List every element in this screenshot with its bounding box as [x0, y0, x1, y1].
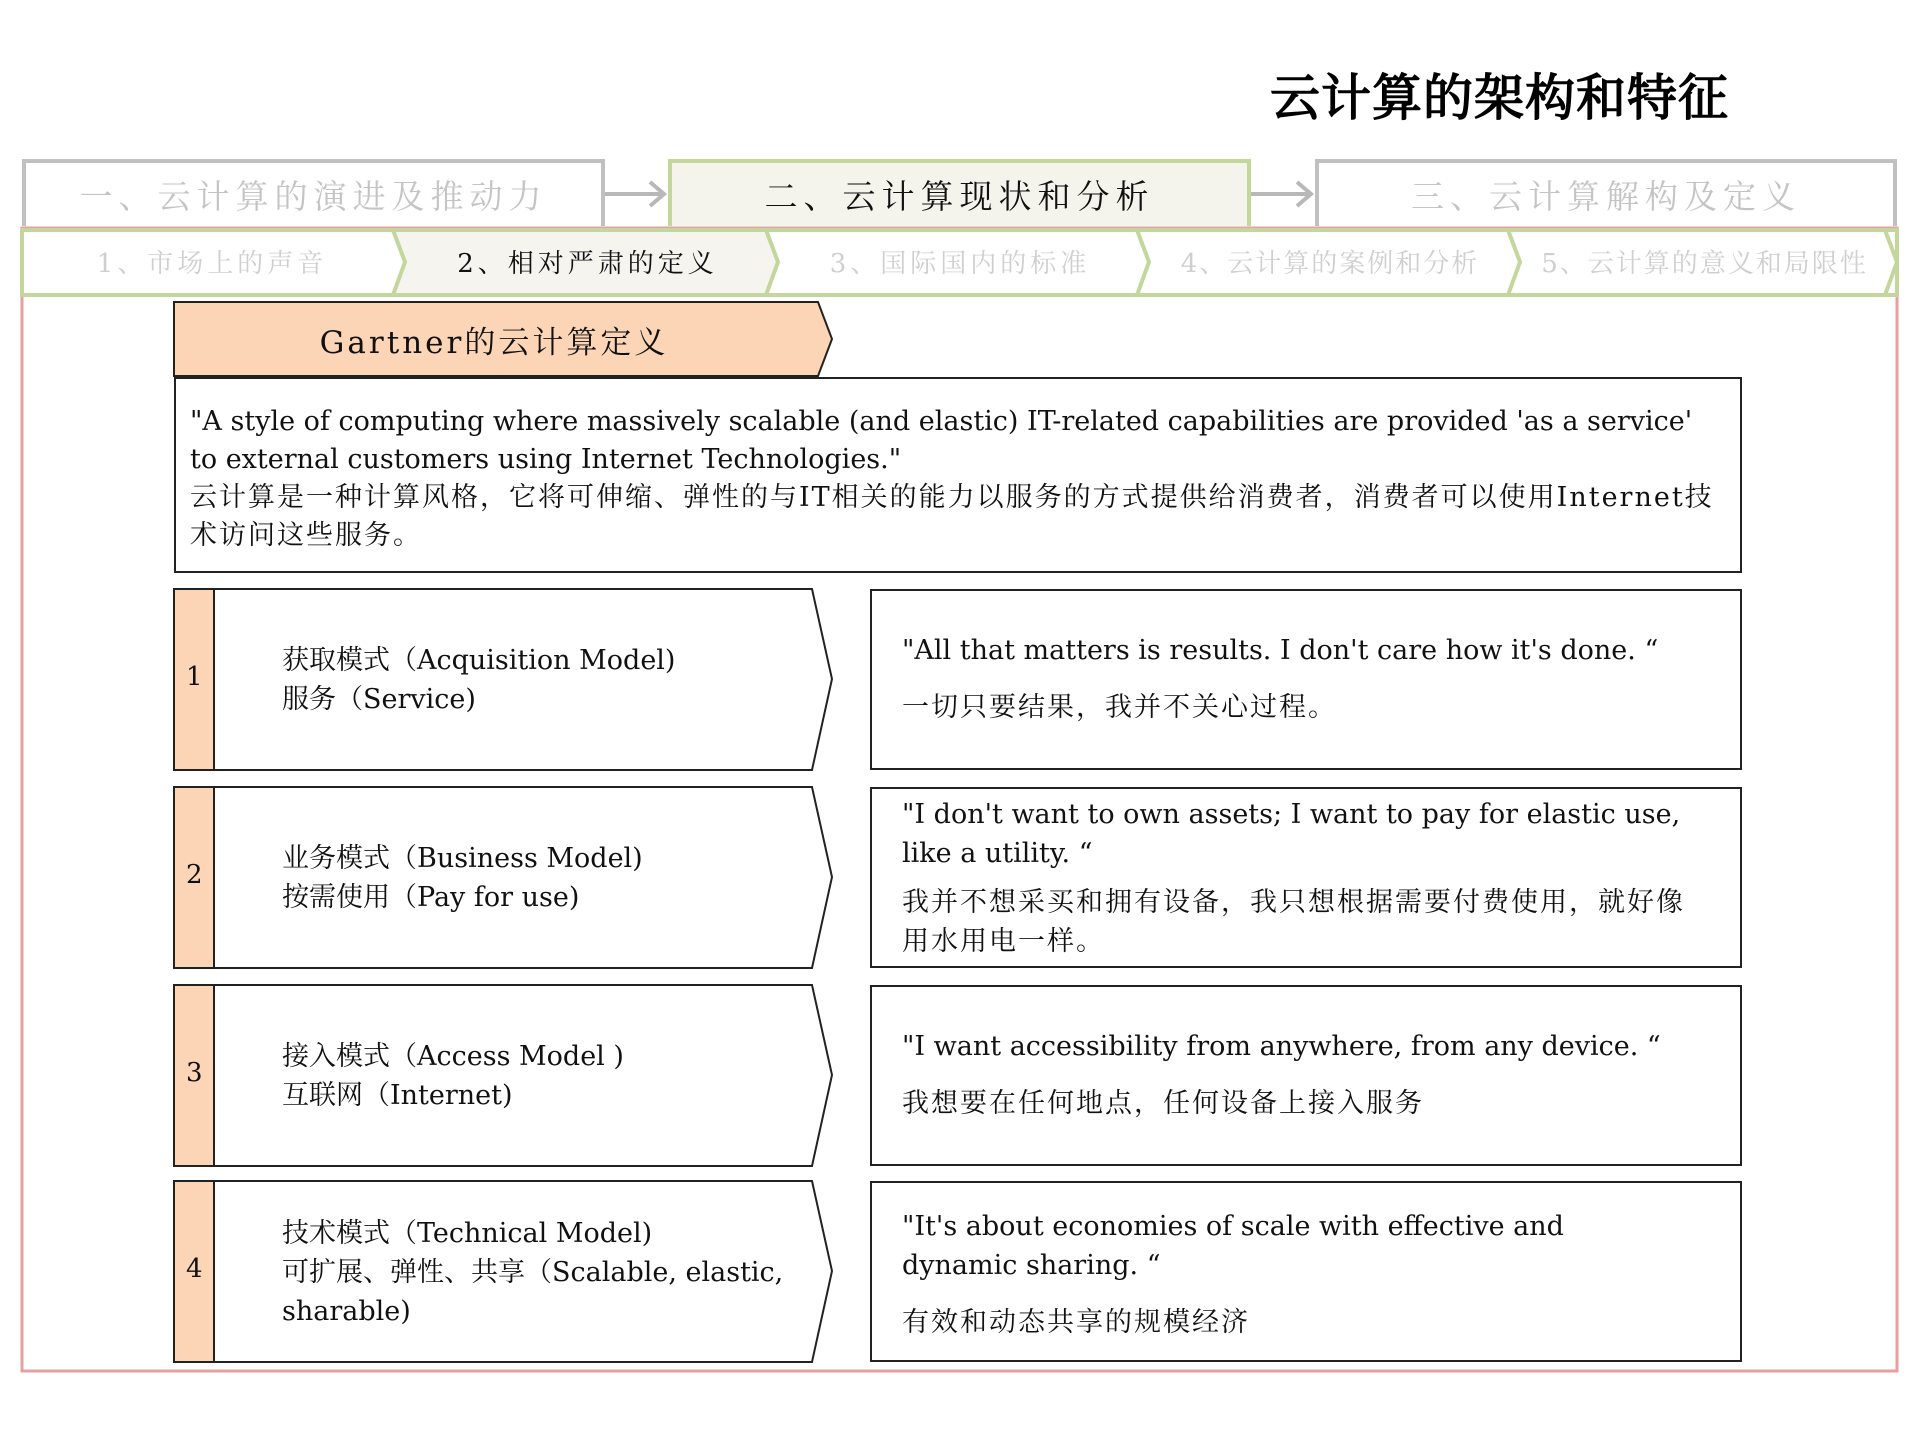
model-value: 可扩展、弹性、共享（Scalable, elastic, sharable)	[282, 1257, 784, 1327]
model-label	[282, 1214, 822, 1331]
quote-zh: 一切只要结果，我并不关心过程。	[902, 692, 1337, 723]
model-value: 按需使用（Pay for use)	[282, 882, 580, 913]
subtab-standards[interactable]: 3、国际国内的标准	[829, 249, 1091, 279]
model-name: 获取模式（Acquisition Model)	[282, 645, 676, 676]
gartner-header: Gartner的云计算定义	[319, 324, 669, 361]
row-number-strips	[174, 589, 214, 1362]
slide-title: 云计算的架构和特征	[1270, 69, 1729, 127]
model-name: 技术模式（Technical Model)	[282, 1218, 653, 1249]
row-number: 4	[186, 1254, 203, 1284]
quote-zh: 我想要在任何地点，任何设备上接入服务	[902, 1088, 1424, 1119]
model-label	[282, 1037, 624, 1115]
model-name: 接入模式（Access Model )	[282, 1041, 624, 1072]
quote-zh: 有效和动态共享的规模经济	[902, 1307, 1250, 1338]
quote-box	[870, 985, 1742, 1166]
model-label	[282, 641, 675, 719]
subtab-serious-definition[interactable]: 2、相对严肃的定义	[457, 249, 718, 279]
gartner-definition-box	[174, 377, 1742, 573]
quote-en: "It's about economies of scale with effective and dynamic sharing. “	[902, 1211, 1564, 1281]
definition-en: "A style of computing where massively scalable (and elastic) IT-related capabilities are provided 'as a service' to external customers using Internet Technologies."	[190, 406, 1693, 475]
row-number: 2	[186, 860, 203, 890]
model-value: 服务（Service)	[282, 684, 476, 715]
quote-en: "I don't want to own assets; I want to pay for elastic use, like a utility. “	[902, 799, 1681, 869]
subtab-significance[interactable]: 5、云计算的意义和局限性	[1541, 249, 1868, 279]
tab-status-analysis[interactable]: 二、云计算现状和分析	[668, 159, 1251, 226]
row-number: 1	[186, 662, 203, 692]
quote-en: "All that matters is results. I don't care how it's done. “	[902, 635, 1659, 666]
subtab-market-voice[interactable]: 1、市场上的声音	[96, 249, 328, 279]
model-value: 互联网（Internet)	[282, 1080, 513, 1111]
subtab-cases[interactable]: 4、云计算的案例和分析	[1180, 249, 1480, 279]
model-name: 业务模式（Business Model)	[282, 843, 643, 874]
tab-evolution[interactable]: 一、云计算的演进及推动力	[22, 159, 605, 226]
row-number: 3	[186, 1058, 203, 1088]
definition-zh: 云计算是一种计算风格，它将可伸缩、弹性的与IT相关的能力以服务的方式提供给消费者，消费者可以使用Internet技术访问这些服务。	[190, 482, 1714, 551]
quote-box	[870, 589, 1742, 770]
quote-en: "I want accessibility from anywhere, from any device. “	[902, 1031, 1661, 1062]
tab-deconstruction[interactable]: 三、云计算解构及定义	[1315, 159, 1897, 226]
quote-zh: 我并不想采买和拥有设备，我只想根据需要付费使用，就好像用水用电一样。	[902, 887, 1685, 957]
quote-box	[870, 787, 1742, 968]
quote-box	[870, 1181, 1742, 1362]
model-label	[282, 839, 643, 917]
